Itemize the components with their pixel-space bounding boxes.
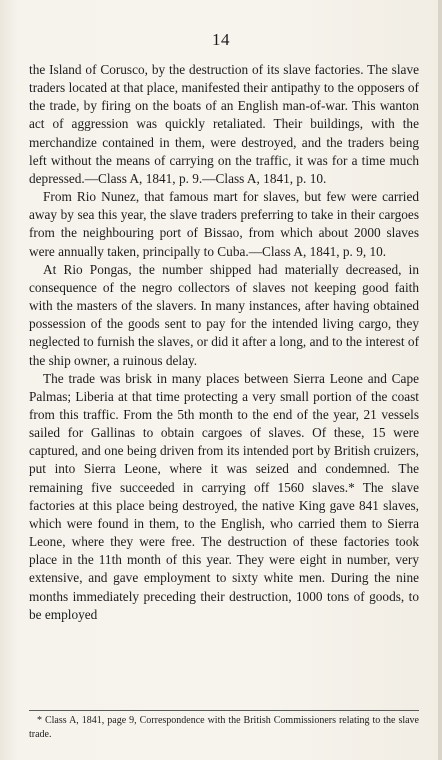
scan-edge <box>438 0 442 760</box>
paragraph-rio-nunez: From Rio Nunez, that famous mart for slaves, but few were carried away by sea this year, the slave traders preferring to take in their cargoes from the neighbouring port of Bissao, from which about 2000 slaves were annually taken, principally to Cuba.—Class A, 1841, p. 9, 10. <box>29 189 419 259</box>
paragraph-sierra-leone: The trade was brisk in many places between Sierra Leone and Cape Palmas; Liberia at that time protecting a very small portion of the coast from this traffic. From the 5th month to the end of the year, 21 vessels sailed for Gallinas to obtain cargoes of slaves. Of these, 15 were captured, and one being driven from its intended port by British cruizers, put into Sierra Leone, where it was seized and condemned. The remaining five succeeded in carrying off 1560 slaves.* The slave factories at this place being destroyed, the native King gave 841 slaves, which were found in them, to the English, who carried them to Sierra Leone, where they were free. The destruction of these factories took place in the 11th month of this year. They were eight in number, very extensive, and gave employment to sixty white men. During the nine months immediately preceding their destruction, 1000 tons of goods, to be employed <box>29 370 419 622</box>
paragraph-rio-pongas: At Rio Pongas, the number shipped had materially decreased, in consequence of the negro collectors of slaves not keeping good faith with the masters of the slavers. In many instances, after having obtained possession of the goods sent to pay for the intended living cargo, they neglected to furnish the slaves, or did it after a long, and to the interest of the ship owner, a ruinous delay. <box>29 261 419 368</box>
paragraph-corusco: the Island of Corusco, by the destruction of its slave factories. The slave traders located at that place, manifested their antipathy to the opposers of the trade, by firing on the boats of an English man-of-war. This wanton act of aggression was quickly retaliated. Their buildings, with the merchandize contained in them, were destroyed, and the traders being left without the means of carrying on the traffic, it was for a time much depressed.—Class A, 1841, p. 9.—Class A, 1841, p. 10. <box>29 62 419 186</box>
body-text <box>29 61 419 624</box>
footnote-divider <box>29 710 419 711</box>
page-number: 14 <box>212 30 230 49</box>
footnote <box>29 714 419 742</box>
footnote-text: * Class A, 1841, page 9, Correspondence with the British Commissioners relating to the slave trade. <box>29 715 419 740</box>
